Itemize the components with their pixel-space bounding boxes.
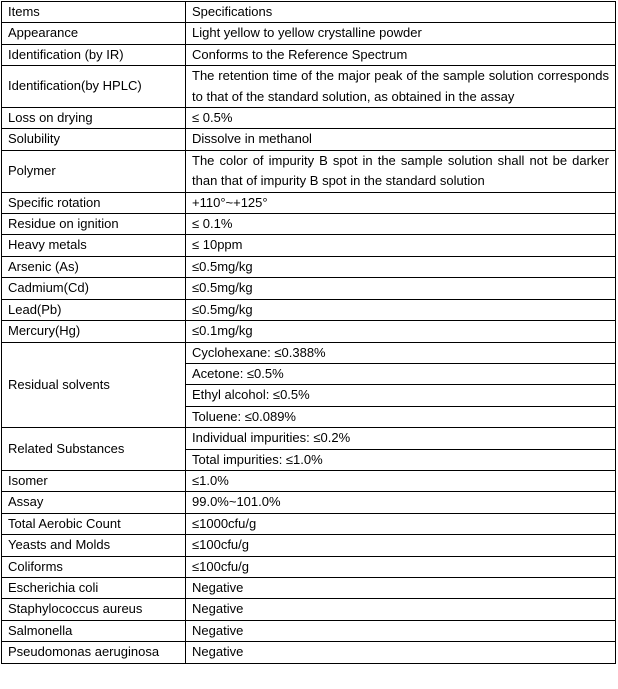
specification-cell: The color of impurity B spot in the sample solution shall not be darker than that of impurity B spot in the standard solution (186, 150, 616, 192)
item-cell: Escherichia coli (2, 577, 186, 598)
specification-cell: ≤ 10ppm (186, 235, 616, 256)
table-row (2, 642, 616, 663)
table-row (2, 23, 616, 44)
table-row (2, 278, 616, 299)
specification-cell: ≤1000cfu/g (186, 513, 616, 534)
item-cell: Mercury(Hg) (2, 321, 186, 342)
table-row (2, 577, 616, 598)
table-row (2, 470, 616, 491)
item-cell: Residue on ignition (2, 214, 186, 235)
item-cell: Isomer (2, 470, 186, 491)
table-row (2, 599, 616, 620)
table-row (2, 299, 616, 320)
table-body (2, 2, 616, 664)
item-cell: Loss on drying (2, 108, 186, 129)
header-specifications: Specifications (186, 2, 616, 23)
specification-cell: The retention time of the major peak of the sample solution corresponds to that of the standard solution, as obtained in the assay (186, 66, 616, 108)
specification-cell: Light yellow to yellow crystalline powder (186, 23, 616, 44)
specification-cell: Negative (186, 642, 616, 663)
item-cell: Related Substances (2, 428, 186, 471)
item-cell: Lead(Pb) (2, 299, 186, 320)
table-row (2, 342, 616, 363)
specification-cell: ≤100cfu/g (186, 535, 616, 556)
specification-cell: ≤ 0.1% (186, 214, 616, 235)
item-cell: Assay (2, 492, 186, 513)
specification-cell: ≤0.5mg/kg (186, 256, 616, 277)
specification-cell: ≤ 0.5% (186, 108, 616, 129)
specification-cell: Negative (186, 599, 616, 620)
specification-cell: Conforms to the Reference Spectrum (186, 44, 616, 65)
item-cell: Polymer (2, 150, 186, 192)
item-cell: Identification(by HPLC) (2, 66, 186, 108)
header-row (2, 2, 616, 23)
specification-cell: ≤100cfu/g (186, 556, 616, 577)
specification-cell: 99.0%~101.0% (186, 492, 616, 513)
item-cell: Cadmium(Cd) (2, 278, 186, 299)
item-cell: Yeasts and Molds (2, 535, 186, 556)
item-cell: Appearance (2, 23, 186, 44)
specification-cell: Individual impurities: ≤0.2% (186, 428, 616, 449)
table-row (2, 129, 616, 150)
specification-cell: ≤1.0% (186, 470, 616, 491)
item-cell: Staphylococcus aureus (2, 599, 186, 620)
table-row (2, 556, 616, 577)
item-cell: Heavy metals (2, 235, 186, 256)
item-cell: Coliforms (2, 556, 186, 577)
specification-cell: Negative (186, 577, 616, 598)
specification-cell: Ethyl alcohol: ≤0.5% (186, 385, 616, 406)
table-row (2, 192, 616, 213)
specification-cell: Dissolve in methanol (186, 129, 616, 150)
table-row (2, 513, 616, 534)
table-row (2, 235, 616, 256)
specifications-table (1, 1, 616, 664)
item-cell: Specific rotation (2, 192, 186, 213)
table-row (2, 428, 616, 449)
specification-cell: Total impurities: ≤1.0% (186, 449, 616, 470)
specification-cell: Acetone: ≤0.5% (186, 363, 616, 384)
table-row (2, 620, 616, 641)
specification-cell: +110°~+125° (186, 192, 616, 213)
specification-cell: Cyclohexane: ≤0.388% (186, 342, 616, 363)
item-cell: Arsenic (As) (2, 256, 186, 277)
item-cell: Residual solvents (2, 342, 186, 428)
table-row (2, 321, 616, 342)
table-row (2, 66, 616, 108)
table-row (2, 108, 616, 129)
table-row (2, 150, 616, 192)
table-row (2, 535, 616, 556)
specification-cell: ≤0.5mg/kg (186, 278, 616, 299)
item-cell: Pseudomonas aeruginosa (2, 642, 186, 663)
specification-cell: Negative (186, 620, 616, 641)
table-row (2, 44, 616, 65)
table-row (2, 492, 616, 513)
header-items: Items (2, 2, 186, 23)
specification-cell: ≤0.1mg/kg (186, 321, 616, 342)
specification-cell: Toluene: ≤0.089% (186, 406, 616, 427)
item-cell: Salmonella (2, 620, 186, 641)
table-row (2, 214, 616, 235)
item-cell: Total Aerobic Count (2, 513, 186, 534)
item-cell: Solubility (2, 129, 186, 150)
table-row (2, 256, 616, 277)
specification-cell: ≤0.5mg/kg (186, 299, 616, 320)
item-cell: Identification (by IR) (2, 44, 186, 65)
